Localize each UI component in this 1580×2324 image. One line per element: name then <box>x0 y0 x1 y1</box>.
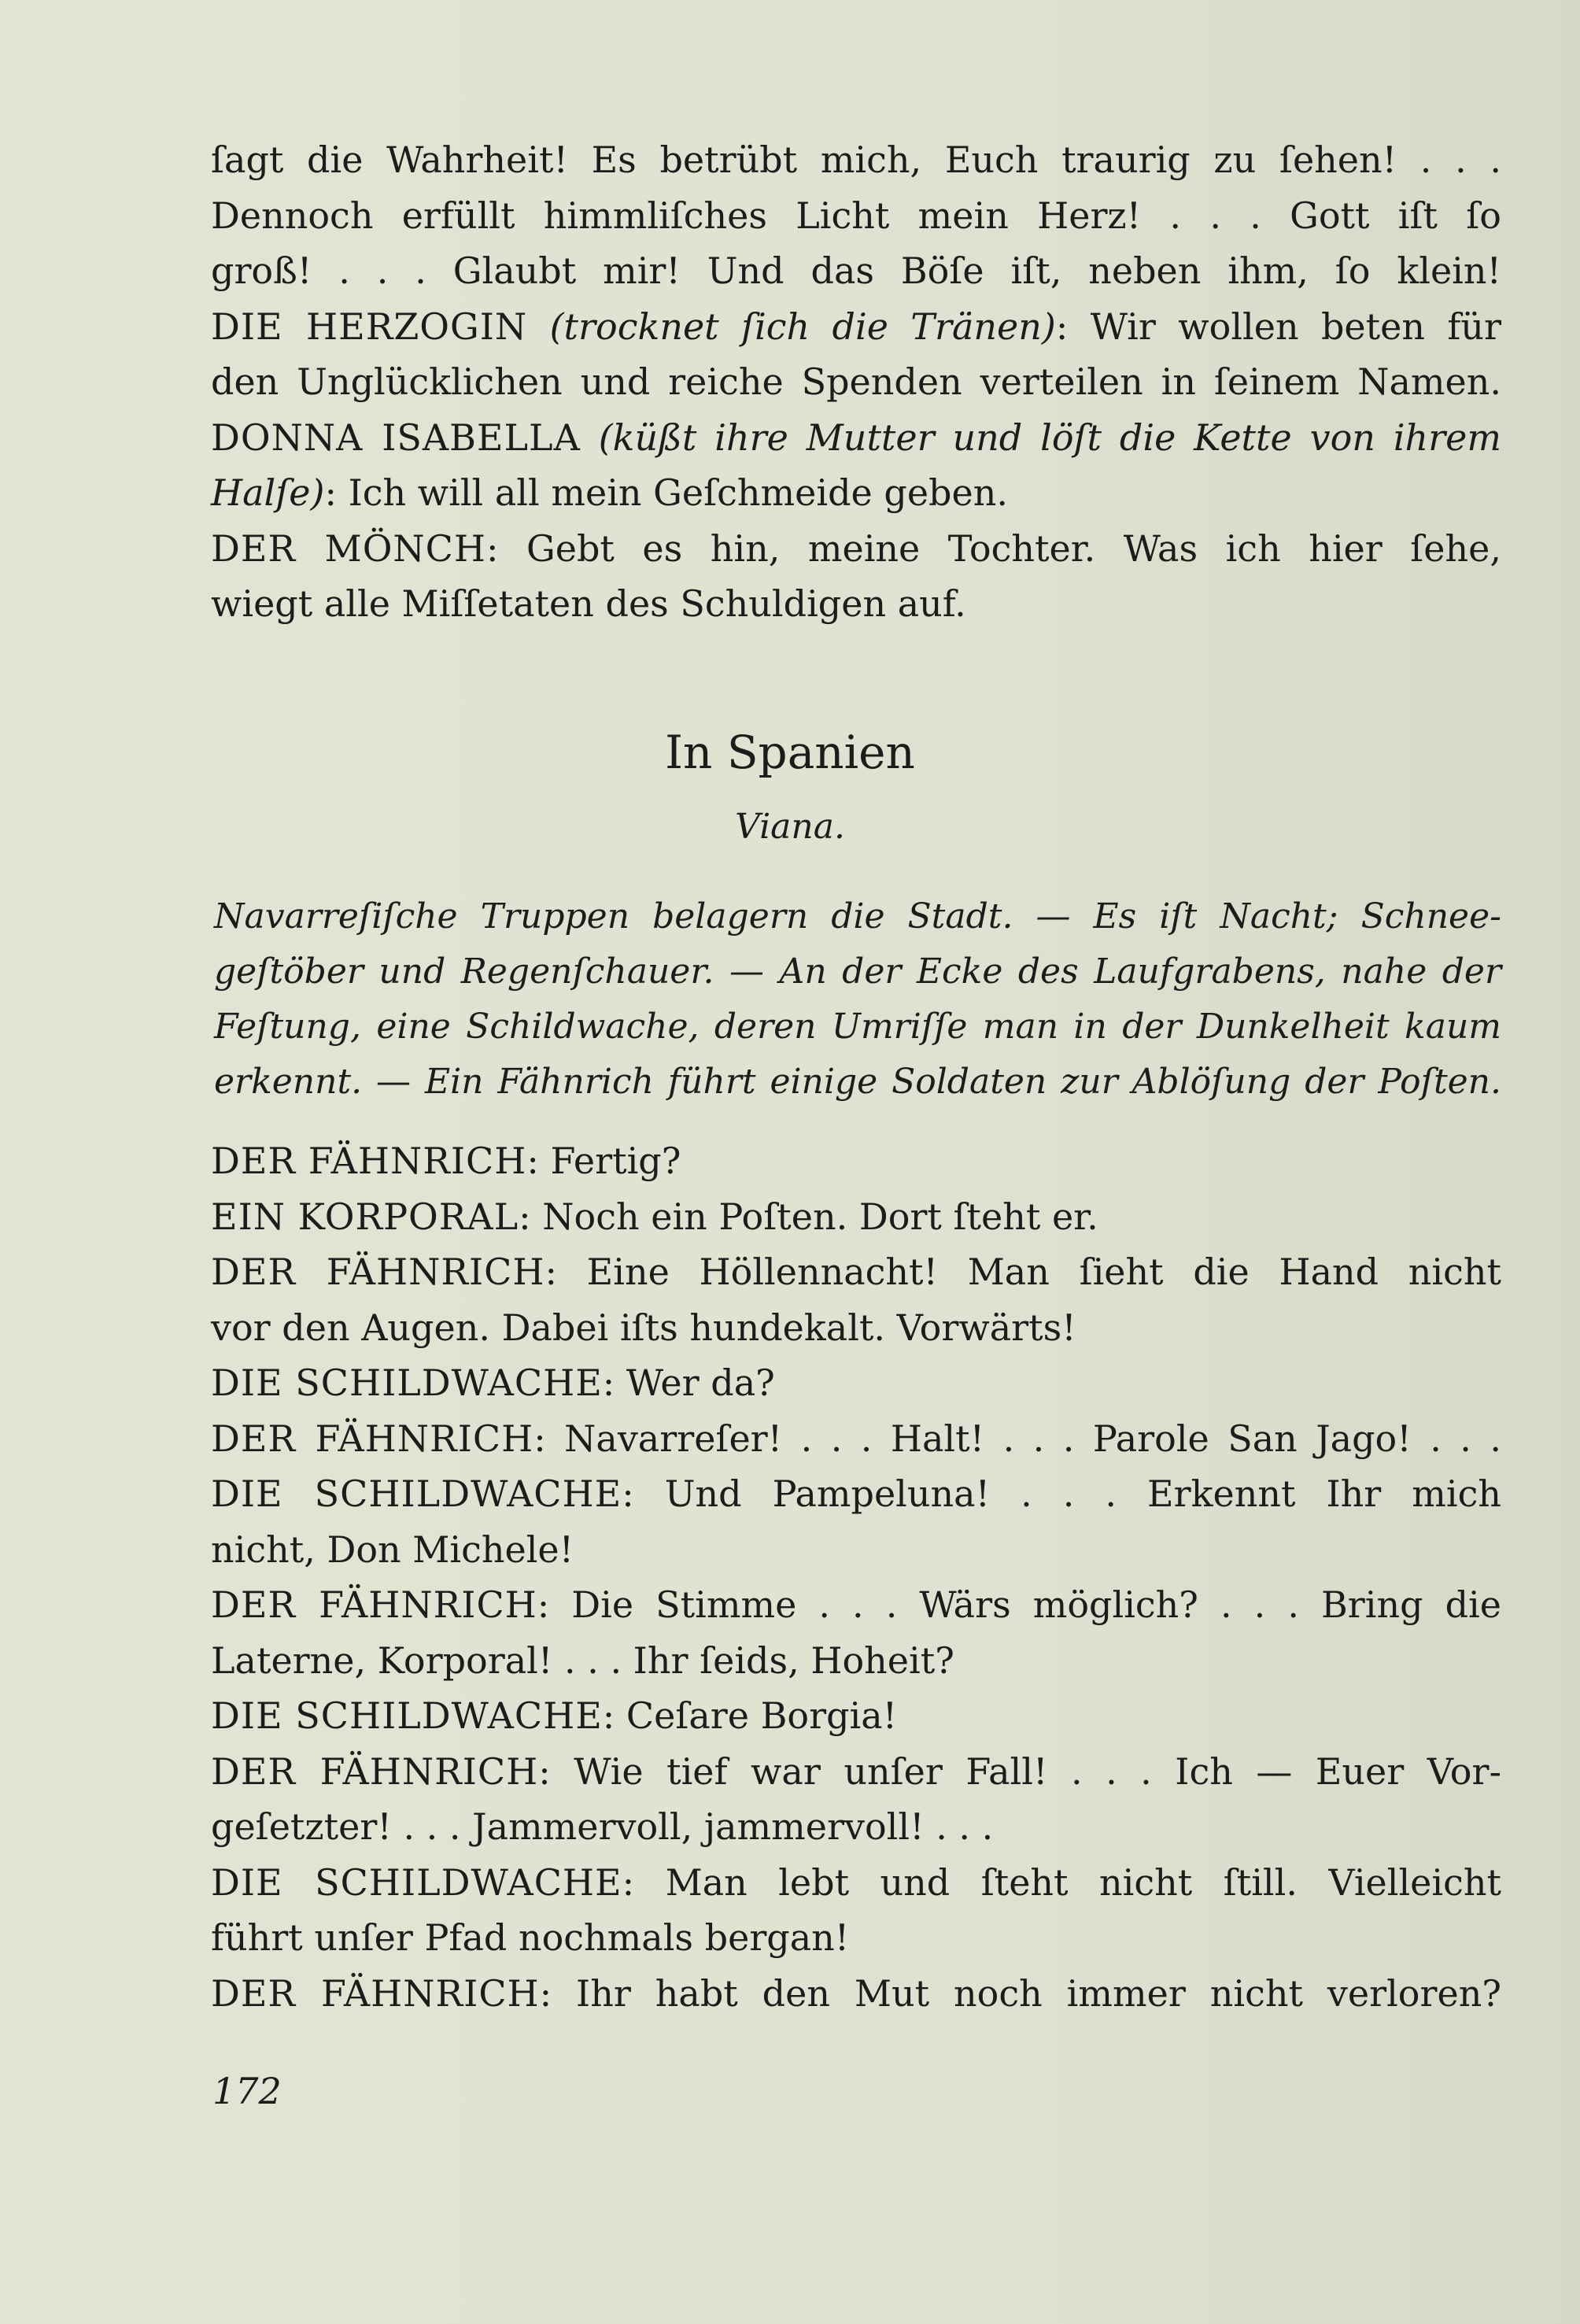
text-line: Laterne, Korporal! . . . Ihr ſeids, Hoheit? <box>211 1639 954 1682</box>
speech-text: : Navarreſer! . . . Halt! . . . Parole San Jago! . . . <box>533 1417 1501 1460</box>
speech-text: : Die Stimme . . . Wärs möglich? . . . Bring die <box>537 1583 1501 1626</box>
text-line: geſetzter! . . . Jammervoll, jammervoll! . . . <box>211 1805 994 1848</box>
speaker-name: DONNA ISABELLA <box>211 416 581 459</box>
text-line: führt unſer Pfad nochmals bergan! <box>211 1916 850 1959</box>
text-line: den Unglücklichen und reiche Spenden verteilen in ſeinem Namen. <box>211 360 1501 403</box>
text-line: ſagt die Wahrheit! Es betrübt mich, Euch traurig zu ſehen! . . . <box>211 139 1501 181</box>
speaker-name: DER MÖNCH <box>211 527 486 570</box>
speaker-name: EIN KORPORAL <box>211 1195 519 1238</box>
speaker-name: DIE SCHILDWACHE <box>211 1472 622 1515</box>
text-line: nicht, Don Michele! <box>211 1528 574 1571</box>
speech-text: : Man lebt und ſteht nicht ſtill. Vielleicht <box>622 1860 1501 1904</box>
speech-text: : Ich will all mein Geſchmeide geben. <box>324 471 1008 514</box>
text-line: Dennoch erfüllt himmliſches Licht mein Herz! . . . Gott iſt ſo <box>211 194 1501 237</box>
speech-text: : Fertig? <box>526 1140 681 1182</box>
speech-text: : Wir wollen beten für <box>1055 305 1501 348</box>
dialogue-block-top <box>211 132 1501 632</box>
page-number: 172 <box>212 2070 282 2112</box>
speech-text: : Ceſare Borgia! <box>602 1694 898 1737</box>
speech-text: : Gebt es hin, meine Tochter. Was ich hier ſehe, <box>486 527 1501 570</box>
speech-line <box>211 1688 1501 1744</box>
speaker-name: DIE SCHILDWACHE <box>211 1694 603 1737</box>
speech-text: : Und Pampeluna! . . . Erkennt Ihr mich <box>622 1472 1501 1515</box>
speech-line <box>211 1855 1501 1911</box>
stage-line: geſtöber und Regenſchauer. — An der Ecke des Laufgrabens, nahe der <box>214 951 1501 992</box>
speech-text: : Wer da? <box>602 1362 775 1404</box>
stage-line: Feſtung, eine Schildwache, deren Umriſſe man in der Dunkelheit kaum <box>214 1007 1501 1047</box>
speech-line <box>211 1189 1501 1245</box>
speech-line <box>211 1133 1501 1189</box>
stage-direction: (trocknet ſich die Tränen) <box>549 305 1056 348</box>
speaker-name: DER FÄHNRICH <box>211 1971 540 2015</box>
scene-location: Viana. <box>735 807 845 847</box>
speech-text: : Ihr habt den Mut noch immer nicht verloren? <box>539 1971 1501 2015</box>
stage-direction: (küßt ihre Mutter und löſt die Kette von ihrem <box>598 416 1501 459</box>
scene-heading: In Spanien <box>665 726 915 779</box>
speech-line <box>211 1744 1501 1800</box>
speech-text: : Noch ein Poſten. Dort ſteht er. <box>519 1195 1098 1238</box>
speech-line <box>211 1577 1501 1633</box>
speaker-name: DER FÄHNRICH <box>211 1251 545 1293</box>
speech-line <box>211 465 1501 521</box>
stage-line: Navarreſiſche Truppen belagern die Stadt. — Es iſt Nacht; Schnee- <box>214 896 1501 937</box>
speaker-name: DER FÄHNRICH <box>211 1583 537 1626</box>
speech-text: : Eine Höllennacht! Man ſieht die Hand nicht <box>545 1251 1501 1293</box>
speech-line <box>211 521 1501 577</box>
speech-line <box>211 1466 1501 1522</box>
speech-line <box>211 1244 1501 1300</box>
text-line: vor den Augen. Dabei iſts hundekalt. Vorwärts! <box>211 1306 1076 1349</box>
speaker-name: DER FÄHNRICH <box>211 1417 534 1460</box>
speaker-name: DER FÄHNRICH <box>211 1749 539 1793</box>
speaker-name: DER FÄHNRICH <box>211 1140 527 1182</box>
speech-line <box>211 1355 1501 1411</box>
speech-line <box>211 410 1501 466</box>
stage-direction-block <box>214 889 1501 1110</box>
speaker-name: DIE SCHILDWACHE <box>211 1860 622 1904</box>
dialogue-block-bottom <box>211 1133 1501 2021</box>
stage-line: erkennt. — Ein Fähnrich führt einige Soldaten zur Ablöſung der Poſten. <box>214 1062 1501 1102</box>
text-line: wiegt alle Miſſetaten des Schuldigen auf. <box>211 582 966 625</box>
speech-line <box>211 299 1501 355</box>
text-line: groß! . . . Glaubt mir! Und das Böſe iſt, neben ihm, ſo klein! <box>211 249 1501 292</box>
speaker-name: DIE HERZOGIN <box>211 305 528 348</box>
speech-line <box>211 1411 1501 1467</box>
speech-text: : Wie tief war unſer Fall! . . . Ich — Euer Vor- <box>538 1749 1501 1793</box>
stage-direction: Halſe) <box>211 471 325 514</box>
speech-line <box>211 1966 1501 2022</box>
speaker-name: DIE SCHILDWACHE <box>211 1362 603 1404</box>
